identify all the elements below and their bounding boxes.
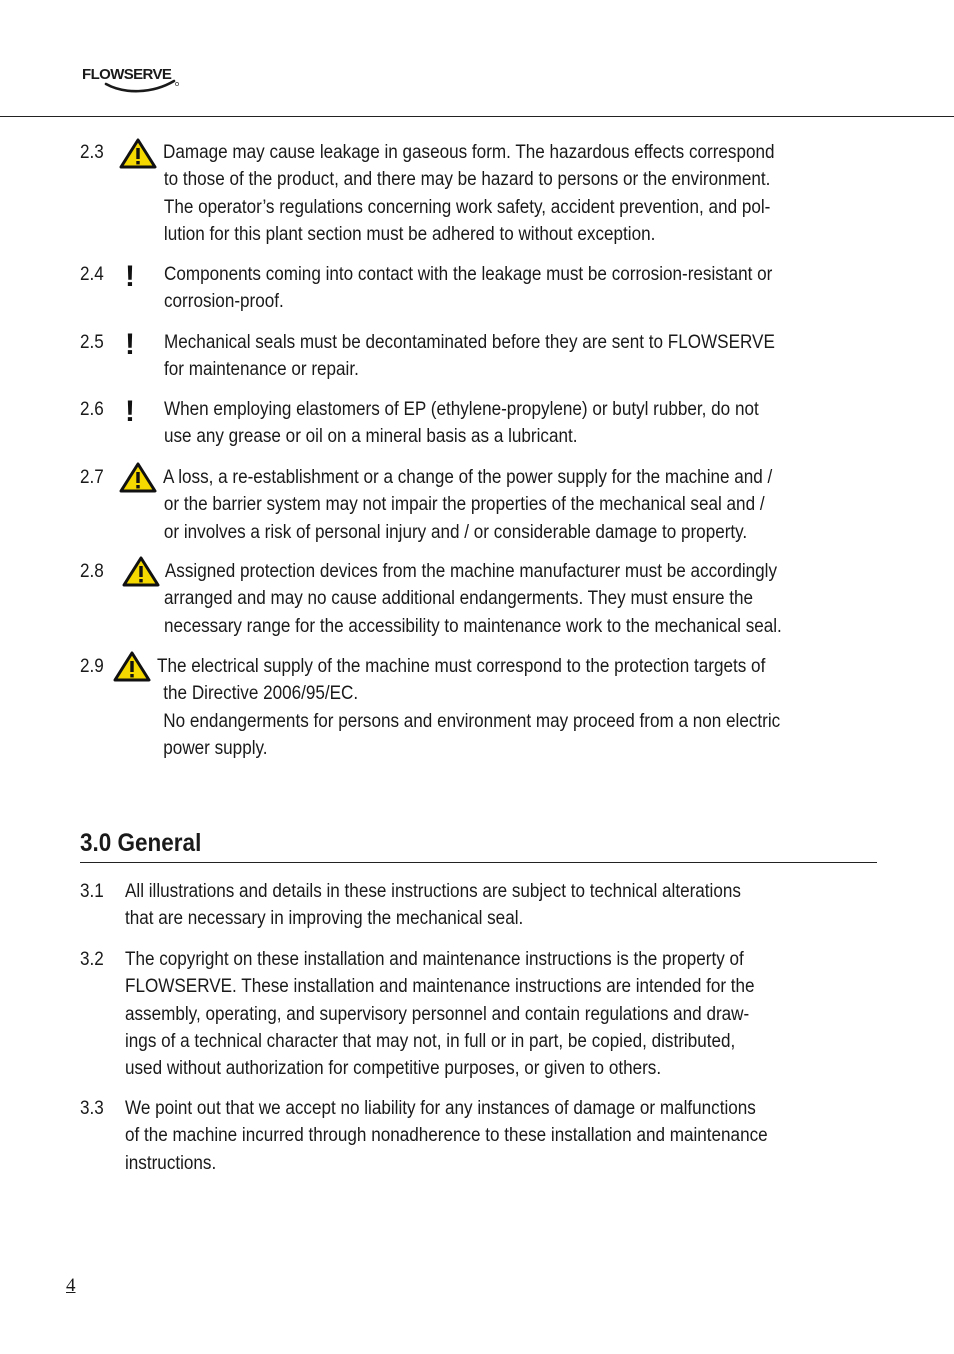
text-line: lution for this plant section must be adhered to without exception.: [163, 223, 656, 245]
exclamation-icon: !: [125, 328, 135, 361]
item-number: 3.1: [80, 881, 104, 902]
item-text: [164, 396, 759, 451]
text-line: The copyright on these installation and maintenance instructions is the property of: [125, 949, 744, 970]
text-line: or the barrier system may not impair the properties of the mechanical seal and /: [163, 494, 765, 516]
text-line: ings of a technical character that may not, in full or in part, be copied, distributed,: [125, 1030, 736, 1052]
text-line: corrosion-proof.: [164, 291, 284, 313]
item-number: 2.5: [80, 332, 104, 353]
flowserve-swoosh-icon: [104, 78, 180, 94]
item-text: [164, 261, 772, 316]
item-text: [125, 946, 755, 1082]
page-number: 4: [66, 1275, 76, 1296]
section-divider: [80, 862, 877, 863]
exclamation-icon: !: [125, 395, 135, 428]
text-line: We point out that we accept no liability for any instances of damage or malfunctions: [125, 1098, 756, 1119]
header-divider: [0, 116, 954, 117]
item-number: 2.8: [80, 561, 104, 582]
text-line: assembly, operating, and supervisory personnel and contain regulations and draw-: [125, 1003, 750, 1025]
text-line: All illustrations and details in these instructions are subject to technical alterations: [125, 881, 741, 902]
text-line: of the machine incurred through nonadherence to these installation and maintenance: [125, 1125, 768, 1147]
item-number: 2.9: [80, 656, 104, 677]
text-line: use any grease or oil on a mineral basis as a lubricant.: [164, 426, 578, 448]
section-title: 3.0 General: [80, 829, 202, 857]
text-line: FLOWSERVE. These installation and maintenance instructions are intended for the: [125, 976, 755, 998]
item-number: 2.7: [80, 467, 104, 488]
text-line: for maintenance or repair.: [164, 359, 359, 381]
warning-triangle-icon: [118, 461, 158, 493]
text-line: The operator’s regulations concerning work safety, accident prevention, and pol-: [163, 196, 771, 218]
item-text: [125, 878, 741, 933]
text-line: The electrical supply of the machine must correspond to the protection targets of: [157, 656, 766, 677]
warning-triangle-icon: [118, 137, 158, 169]
item-number: 3.3: [80, 1098, 104, 1119]
item-number: 2.4: [80, 264, 104, 285]
item-text: [163, 139, 775, 248]
item-text: [164, 558, 782, 640]
item-text: [163, 464, 772, 546]
text-line: A loss, a re-establishment or a change of the power supply for the machine and /: [163, 467, 773, 488]
exclamation-icon: !: [125, 260, 135, 293]
item-text: [164, 329, 775, 384]
item-number: 2.3: [80, 142, 104, 163]
text-line: to those of the product, and there may be hazard to persons or the environment.: [163, 169, 771, 191]
text-line: When employing elastomers of EP (ethylene-propylene) or butyl rubber, do not: [164, 399, 759, 420]
text-line: Damage may cause leakage in gaseous form. The hazardous effects correspond: [163, 142, 775, 163]
text-line: the Directive 2006/95/EC.: [163, 683, 359, 705]
text-line: necessary range for the accessibility to maintenance work to the mechanical seal.: [164, 615, 782, 637]
item-number: 3.2: [80, 949, 104, 970]
logo-text: FLOWSERVE: [82, 66, 172, 83]
item-number: 2.6: [80, 399, 104, 420]
text-line: or involves a risk of personal injury and / or considerable damage to property.: [163, 521, 748, 543]
flowserve-logo: [82, 62, 182, 96]
warning-triangle-icon: [121, 555, 161, 587]
item-text: [157, 653, 780, 762]
text-line: No endangerments for persons and environment may proceed from a non electric: [163, 710, 781, 732]
text-line: instructions.: [125, 1152, 217, 1174]
item-text: [125, 1095, 768, 1177]
text-line: power supply.: [163, 737, 268, 759]
text-line: arranged and may no cause additional endangerments. They must ensure the: [164, 588, 754, 610]
text-line: that are necessary in improving the mechanical seal.: [125, 908, 524, 930]
text-line: used without authorization for competitive purposes, or given to others.: [125, 1058, 662, 1080]
text-line: Mechanical seals must be decontaminated before they are sent to FLOWSERVE: [164, 332, 775, 353]
text-line: Assigned protection devices from the machine manufacturer must be accordingly: [164, 561, 778, 582]
text-line: Components coming into contact with the leakage must be corrosion-resistant or: [164, 264, 773, 285]
warning-triangle-icon: [112, 650, 152, 682]
